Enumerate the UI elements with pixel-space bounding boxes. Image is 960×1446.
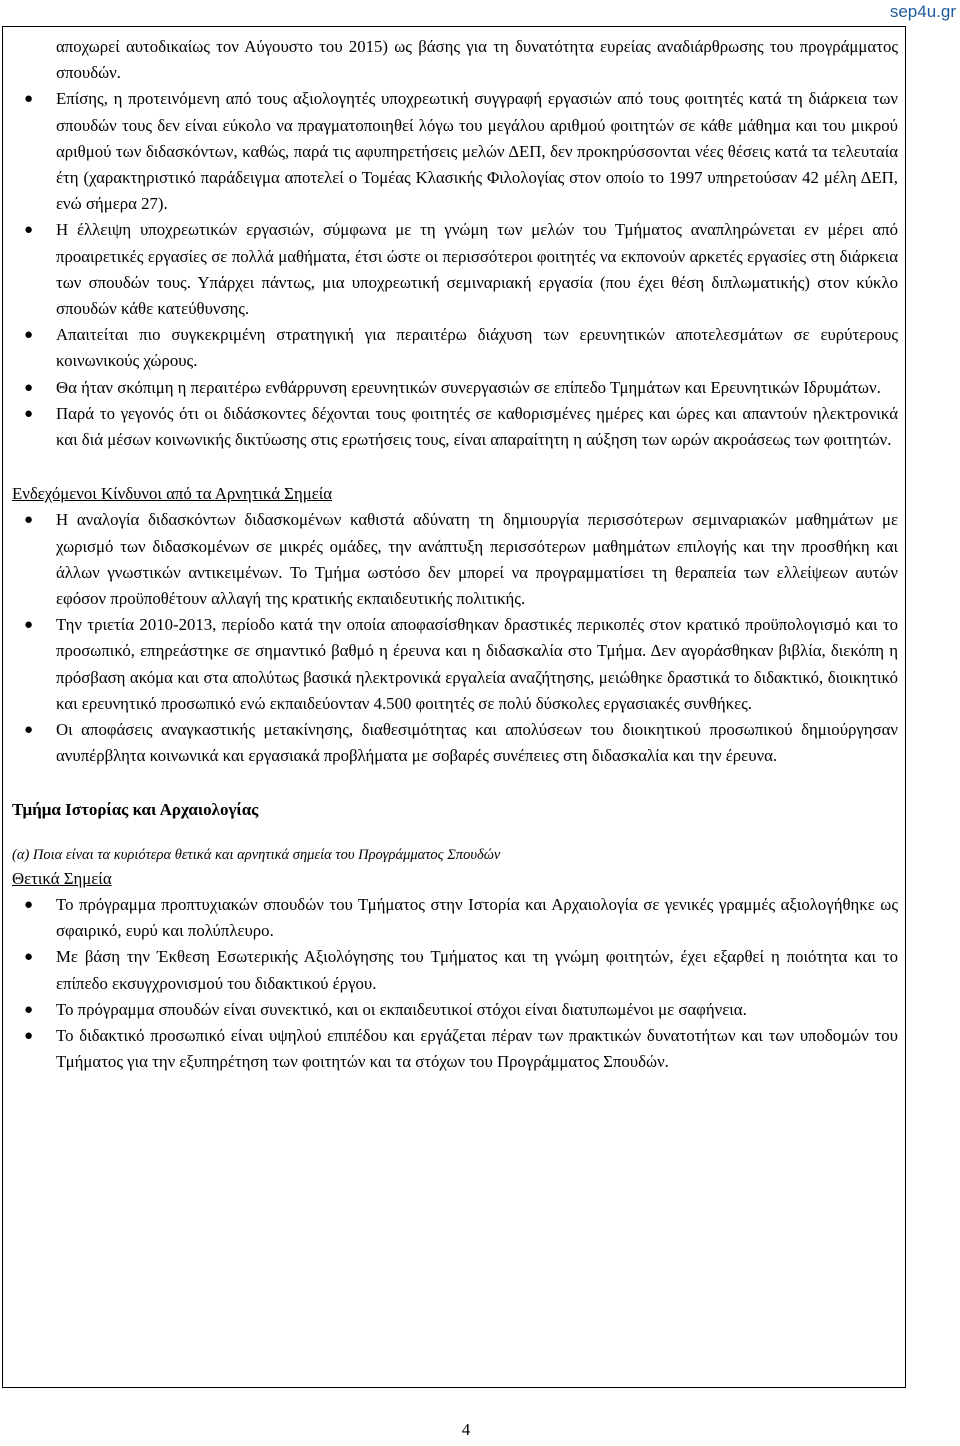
list-item: ● Παρά το γεγονός ότι οι διδάσκοντες δέχονται τους φοιτητές σε καθορισμένες ημέρες και ώρες και απαντούν ηλεκτρονικά και διά μέσων κοινωνικής δικτύωσης στις ερωτήσεις τους, είναι απαραίτητη η αύξηση των ωρών ακροάσεως των φοιτητών. — [12, 401, 898, 453]
list-item: ● Το πρόγραμμα σπουδών είναι συνεκτικό, και οι εκπαιδευτικοί στόχοι είναι διατυπωμένοι με σαφήνεια. — [12, 997, 898, 1023]
list-item: ● Οι αποφάσεις αναγκαστικής μετακίνησης, διαθεσιμότητας και απολύσεων του διοικητικού προσωπικού δημιούργησαν ανυπέρβλητα κοινωνικά και εργασιακά προβλήματα με σοβαρές συνέπειες στη διδασκαλία και την έρευνα. — [12, 717, 898, 769]
bullet-icon: ● — [24, 1001, 34, 1018]
continuation-paragraph: αποχωρεί αυτοδικαίως τον Αύγουστο του 2015) ως βάσης για τη δυνατότητα ευρείας αναδιάρθρωσης του προγράμματος σπουδών. — [56, 37, 898, 83]
question-line: (α) Ποια είναι τα κυριότερα θετικά και αρνητικά σημεία του Προγράμματος Σπουδών — [12, 846, 501, 863]
list-item: ● Η αναλογία διδασκόντων διδασκομένων καθιστά αδύνατη τη δημιουργία περισσότερων σεμιναριακών μαθημάτων με χωρισμό των διδασκομένων σε μικρές ομάδες, την ανάπτυξη περισσότερων μαθημάτων επιλογής και την προσθήκη και άλλων γνωστικών αντικειμένων. Το Τμήμα ωστόσο δεν μπορεί να προγραμματίσει τη θεραπεία των ελλείψεων αυτών εφόσον προϋποθέτουν αλλαγή της κρατικής εκπαιδευτικής πολιτικής. — [12, 507, 898, 612]
bullet-icon: ● — [24, 617, 34, 634]
bullet-icon: ● — [24, 91, 34, 108]
bullet-list-top — [12, 86, 898, 453]
bullet-list-risks — [12, 507, 898, 769]
bullet-icon: ● — [24, 949, 34, 966]
positives-heading: Θετικά Σημεία — [12, 868, 112, 888]
list-item: ● Επίσης, η προτεινόμενη από τους αξιολογητές υποχρεωτική συγγραφή εργασιών από τους φοιτητές κατά τη διάρκεια των σπουδών τους δεν είναι εύκολο να πραγματοποιηθεί λόγω του μεγάλου αριθμού φοιτητών σε κάθε μάθημα και του μικρού αριθμού των διδασκόντων, καθώς, παρά τις αφυπηρετήσεις μελών ΔΕΠ, δεν προκηρύσσονται νέες θέσεις κατά τα τελευταία έτη (χαρακτηριστικό παράδειγμα αποτελεί ο Τομέας Κλασικής Φιλολογίας στον οποίο το 1997 υπηρετούσαν 42 μέλη ΔΕΠ, ενώ σήμερα 27). — [12, 86, 898, 217]
list-item: ● Η έλλειψη υποχρεωτικών εργασιών, σύμφωνα με τη γνώμη των μελών του Τμήματος αναπληρώνεται εν μέρει από προαιρετικές εργασίες σε πολλά μαθήματα, έτσι ώστε οι περισσότεροι φοιτητές να εκπονούν αρκετές εργασίες στη διάρκεια των σπουδών τους. Υπάρχει πάντως, μια υποχρεωτική σεμιναριακή εργασία (που έχει θέση διπλωματικής) στον κύκλο σπουδών κάθε κατεύθυνσης. — [12, 217, 898, 322]
bullet-icon: ● — [24, 722, 34, 739]
bullet-icon: ● — [24, 327, 34, 344]
watermark: sep4u.gr — [889, 2, 956, 21]
document-body — [12, 34, 898, 1075]
list-item: ● Την τριετία 2010-2013, περίοδο κατά την οποία αποφασίσθηκαν δραστικές περικοπές στον κρατικό προϋπολογισμό και το προσωπικό, επηρεάστηκε σε σημαντικό βαθμό η έρευνα και η διδασκαλία στο Τμήμα. Δεν αγοράσθηκαν βιβλία, διεκόπη η πρόσβαση ακόμα και στα απολύτως βασικά ηλεκτρονικά εργαλεία αναζήτησης, μειώθηκε δραστικά το διδακτικό, διοικητικό και ερευνητικό προσωπικό ενώ εκπαιδεύονταν 4.500 φοιτητές σε πολύ δύσκολες εργασιακές συνθήκες. — [12, 612, 898, 717]
page-number: 4 — [461, 1420, 471, 1439]
list-item: ● Με βάση την Έκθεση Εσωτερικής Αξιολόγησης του Τμήματος και τη γνώμη φοιτητών, έχει εξαρθεί η ποιότητα και το επίπεδο εκσυγχρονισμού του διδακτικού έργου. — [12, 944, 898, 996]
bullet-icon: ● — [24, 512, 34, 529]
section-title: Τμήμα Ιστορίας και Αρχαιολογίας — [12, 800, 259, 820]
bullet-icon: ● — [24, 379, 34, 396]
bullet-icon: ● — [24, 1027, 34, 1044]
list-item: ● Θα ήταν σκόπιμη η περαιτέρω ενθάρρυνση ερευνητικών συνεργασιών σε επίπεδο Τμημάτων και Ερευνητικών Ιδρυμάτων. — [12, 375, 898, 401]
risks-heading: Ενδεχόμενοι Κίνδυνοι από τα Αρνητικά Σημεία — [12, 484, 333, 504]
bullet-icon: ● — [24, 222, 34, 239]
bullet-icon: ● — [24, 896, 34, 913]
list-item: ● Απαιτείται πιο συγκεκριμένη στρατηγική για περαιτέρω διάχυση των ερευνητικών αποτελεσμάτων σε ευρύτερους κοινωνικούς χώρους. — [12, 322, 898, 374]
list-item: ● Το πρόγραμμα προπτυχιακών σπουδών του Τμήματος στην Ιστορία και Αρχαιολογία σε γενικές γραμμές αξιολογήθηκε ως σφαιρικό, ευρύ και πολύπλευρο. — [12, 892, 898, 944]
bullet-icon: ● — [24, 405, 34, 422]
bullet-list-positives — [12, 892, 898, 1075]
list-item: ● Το διδακτικό προσωπικό είναι υψηλού επιπέδου και εργάζεται πέραν των πρακτικών δυνατοτήτων και των υποδομών του Τμήματος για την εξυπηρέτηση των φοιτητών και τα στόχων του Προγράμματος Σπουδών. — [12, 1023, 898, 1075]
